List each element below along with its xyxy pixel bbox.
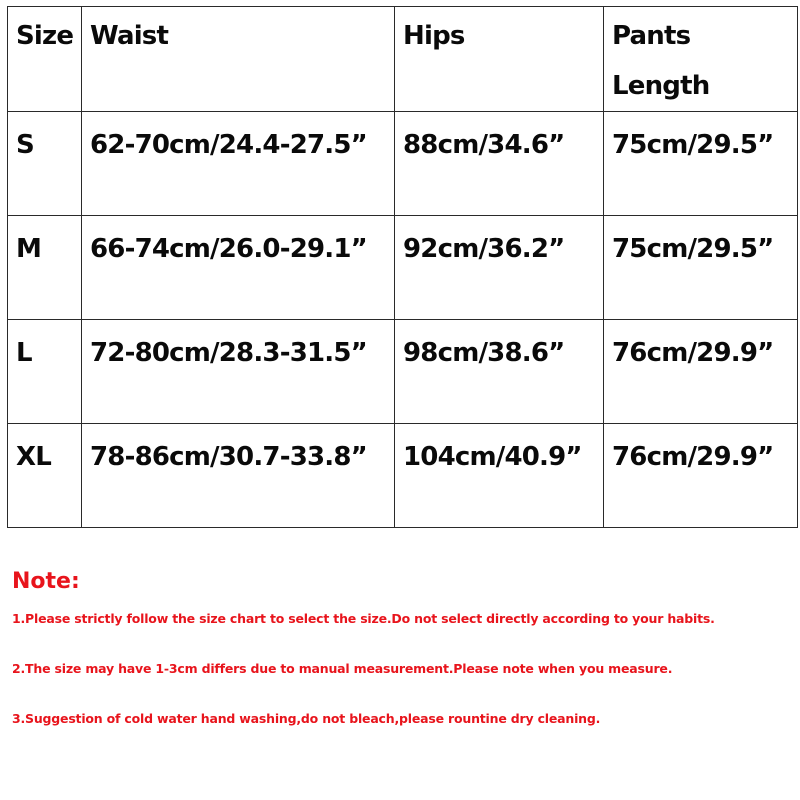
cell-pants-length: 76cm/29.9” bbox=[604, 320, 798, 424]
cell-size: S bbox=[8, 112, 82, 216]
cell-pants-length: 75cm/29.5” bbox=[604, 112, 798, 216]
cell-waist: 66-74cm/26.0-29.1” bbox=[82, 216, 395, 320]
cell-hips: 92cm/36.2” bbox=[395, 216, 604, 320]
cell-size: L bbox=[8, 320, 82, 424]
notes-section bbox=[12, 566, 792, 726]
cell-hips: 104cm/40.9” bbox=[395, 424, 604, 528]
header-pants-length-line2: Length bbox=[612, 71, 710, 101]
header-waist: Waist bbox=[82, 7, 395, 112]
header-hips: Hips bbox=[395, 7, 604, 112]
size-chart-table bbox=[7, 6, 798, 528]
header-pants-length-line1: Pants bbox=[612, 21, 691, 51]
cell-size: XL bbox=[8, 424, 82, 528]
cell-waist: 78-86cm/30.7-33.8” bbox=[82, 424, 395, 528]
cell-pants-length: 75cm/29.5” bbox=[604, 216, 798, 320]
table-row bbox=[8, 424, 798, 528]
note-item: 1.Please strictly follow the size chart to select the size.Do not select directly according to your habits. bbox=[12, 611, 715, 626]
cell-waist: 62-70cm/24.4-27.5” bbox=[82, 112, 395, 216]
table-header-row bbox=[8, 7, 798, 112]
header-size: Size bbox=[8, 7, 82, 112]
table-row bbox=[8, 112, 798, 216]
cell-hips: 98cm/38.6” bbox=[395, 320, 604, 424]
cell-waist: 72-80cm/28.3-31.5” bbox=[82, 320, 395, 424]
note-item: 3.Suggestion of cold water hand washing,do not bleach,please rountine dry cleaning. bbox=[12, 711, 601, 726]
notes-title: Note: bbox=[12, 569, 80, 594]
table-row bbox=[8, 320, 798, 424]
cell-hips: 88cm/34.6” bbox=[395, 112, 604, 216]
note-item: 2.The size may have 1-3cm differs due to manual measurement.Please note when you measure. bbox=[12, 661, 673, 676]
header-pants-length bbox=[604, 7, 798, 112]
cell-pants-length: 76cm/29.9” bbox=[604, 424, 798, 528]
cell-size: M bbox=[8, 216, 82, 320]
table-row bbox=[8, 216, 798, 320]
